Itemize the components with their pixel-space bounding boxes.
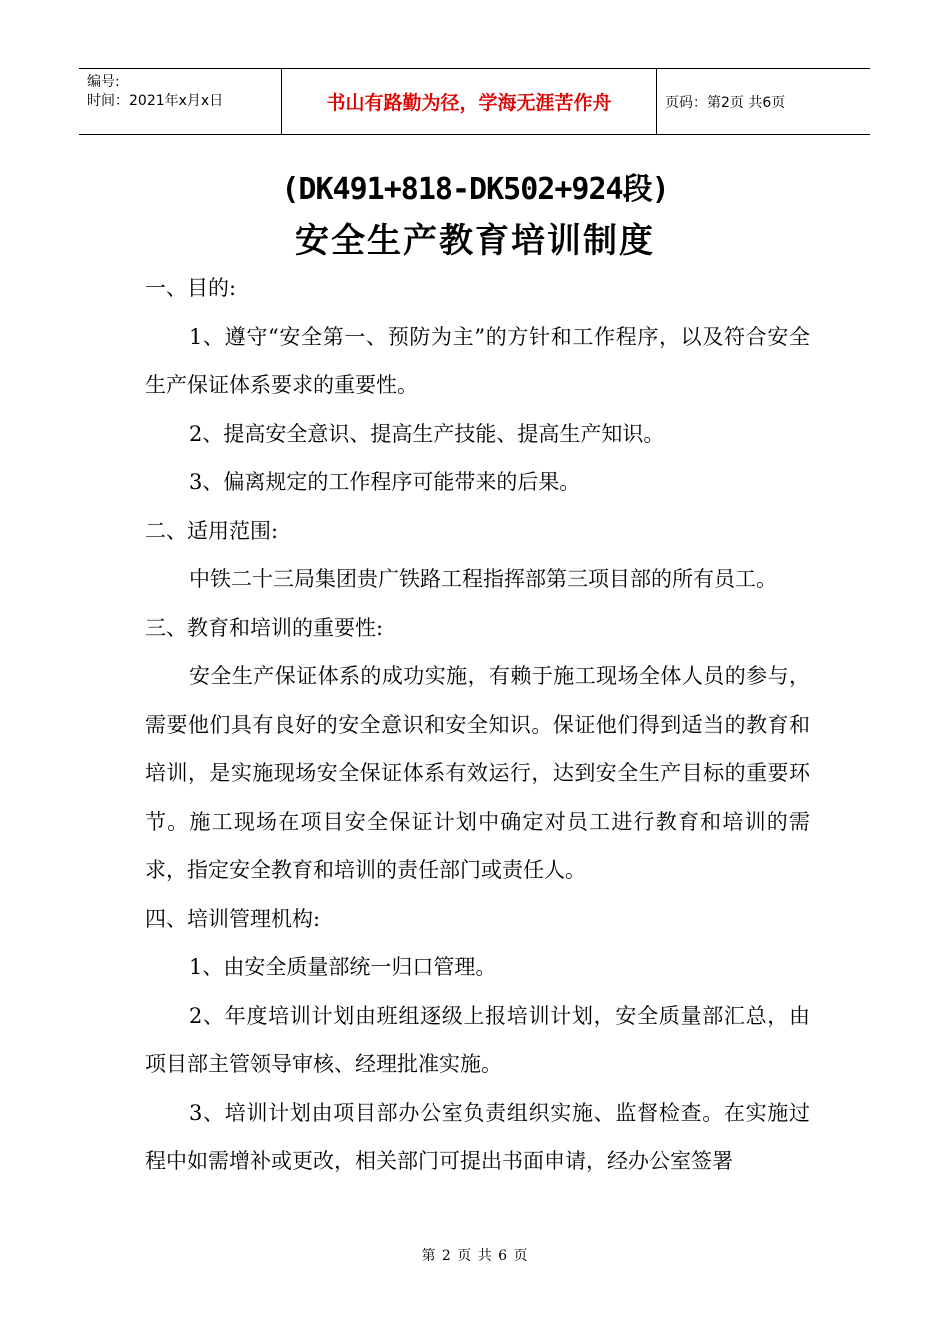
section-heading: 二、适用范围:	[145, 518, 279, 543]
document-section-range: (DK491+818-DK502+924段)	[281, 172, 669, 207]
paragraph: 安全生产保证体系的成功实施，有赖于施工现场全体人员的参与，需要他们具有良好的安全意识和安全知识。保证他们得到适当的教育和培训，是实施现场安全保证体系有效运行，达到安全生产目标的重要环节。施工现场在项目安全保证计划中确定对员工进行教育和培训的需求，指定安全教育和培训的责任部门或责任人。	[145, 664, 810, 882]
header-page-info: 页码：第2页 共6页	[665, 94, 786, 111]
paragraph: 2、年度培训计划由班组逐级上报培训计划，安全质量部汇总，由项目部主管领导审核、经理批准实施。	[145, 1003, 810, 1076]
paragraph: 3、培训计划由项目部办公室负责组织实施、监督检查。在实施过程中如需增补或更改，相关部门可提出书面申请，经办公室签署	[145, 1100, 810, 1173]
paragraph: 1、遵守“安全第一、预防为主”的方针和工作程序，以及符合安全生产保证体系要求的重要性。	[145, 324, 810, 397]
document-body	[145, 264, 810, 1186]
header-motto: 书山有路勤为径，学海无涯苦作舟	[282, 69, 657, 134]
document-date: 时间：2021年x月x日	[87, 93, 224, 109]
paragraph: 1、由安全质量部统一归口管理。	[189, 955, 497, 979]
paragraph: 3、偏离规定的工作程序可能带来的后果。	[189, 470, 581, 494]
section-heading: 三、教育和培训的重要性:	[145, 615, 384, 640]
section-heading: 一、目的:	[145, 276, 237, 300]
page-header	[79, 68, 870, 135]
page-footer: 第 2 页 共 6 页	[421, 1248, 529, 1264]
section-heading: 四、培训管理机构:	[145, 906, 321, 931]
paragraph: 2、提高安全意识、提高生产技能、提高生产知识。	[189, 421, 665, 446]
paragraph: 中铁二十三局集团贵广铁路工程指挥部第三项目部的所有员工。	[189, 567, 777, 591]
header-meta	[79, 69, 282, 134]
document-title: 安全生产教育培训制度	[295, 221, 655, 261]
document-number-label: 编号:	[87, 74, 120, 90]
